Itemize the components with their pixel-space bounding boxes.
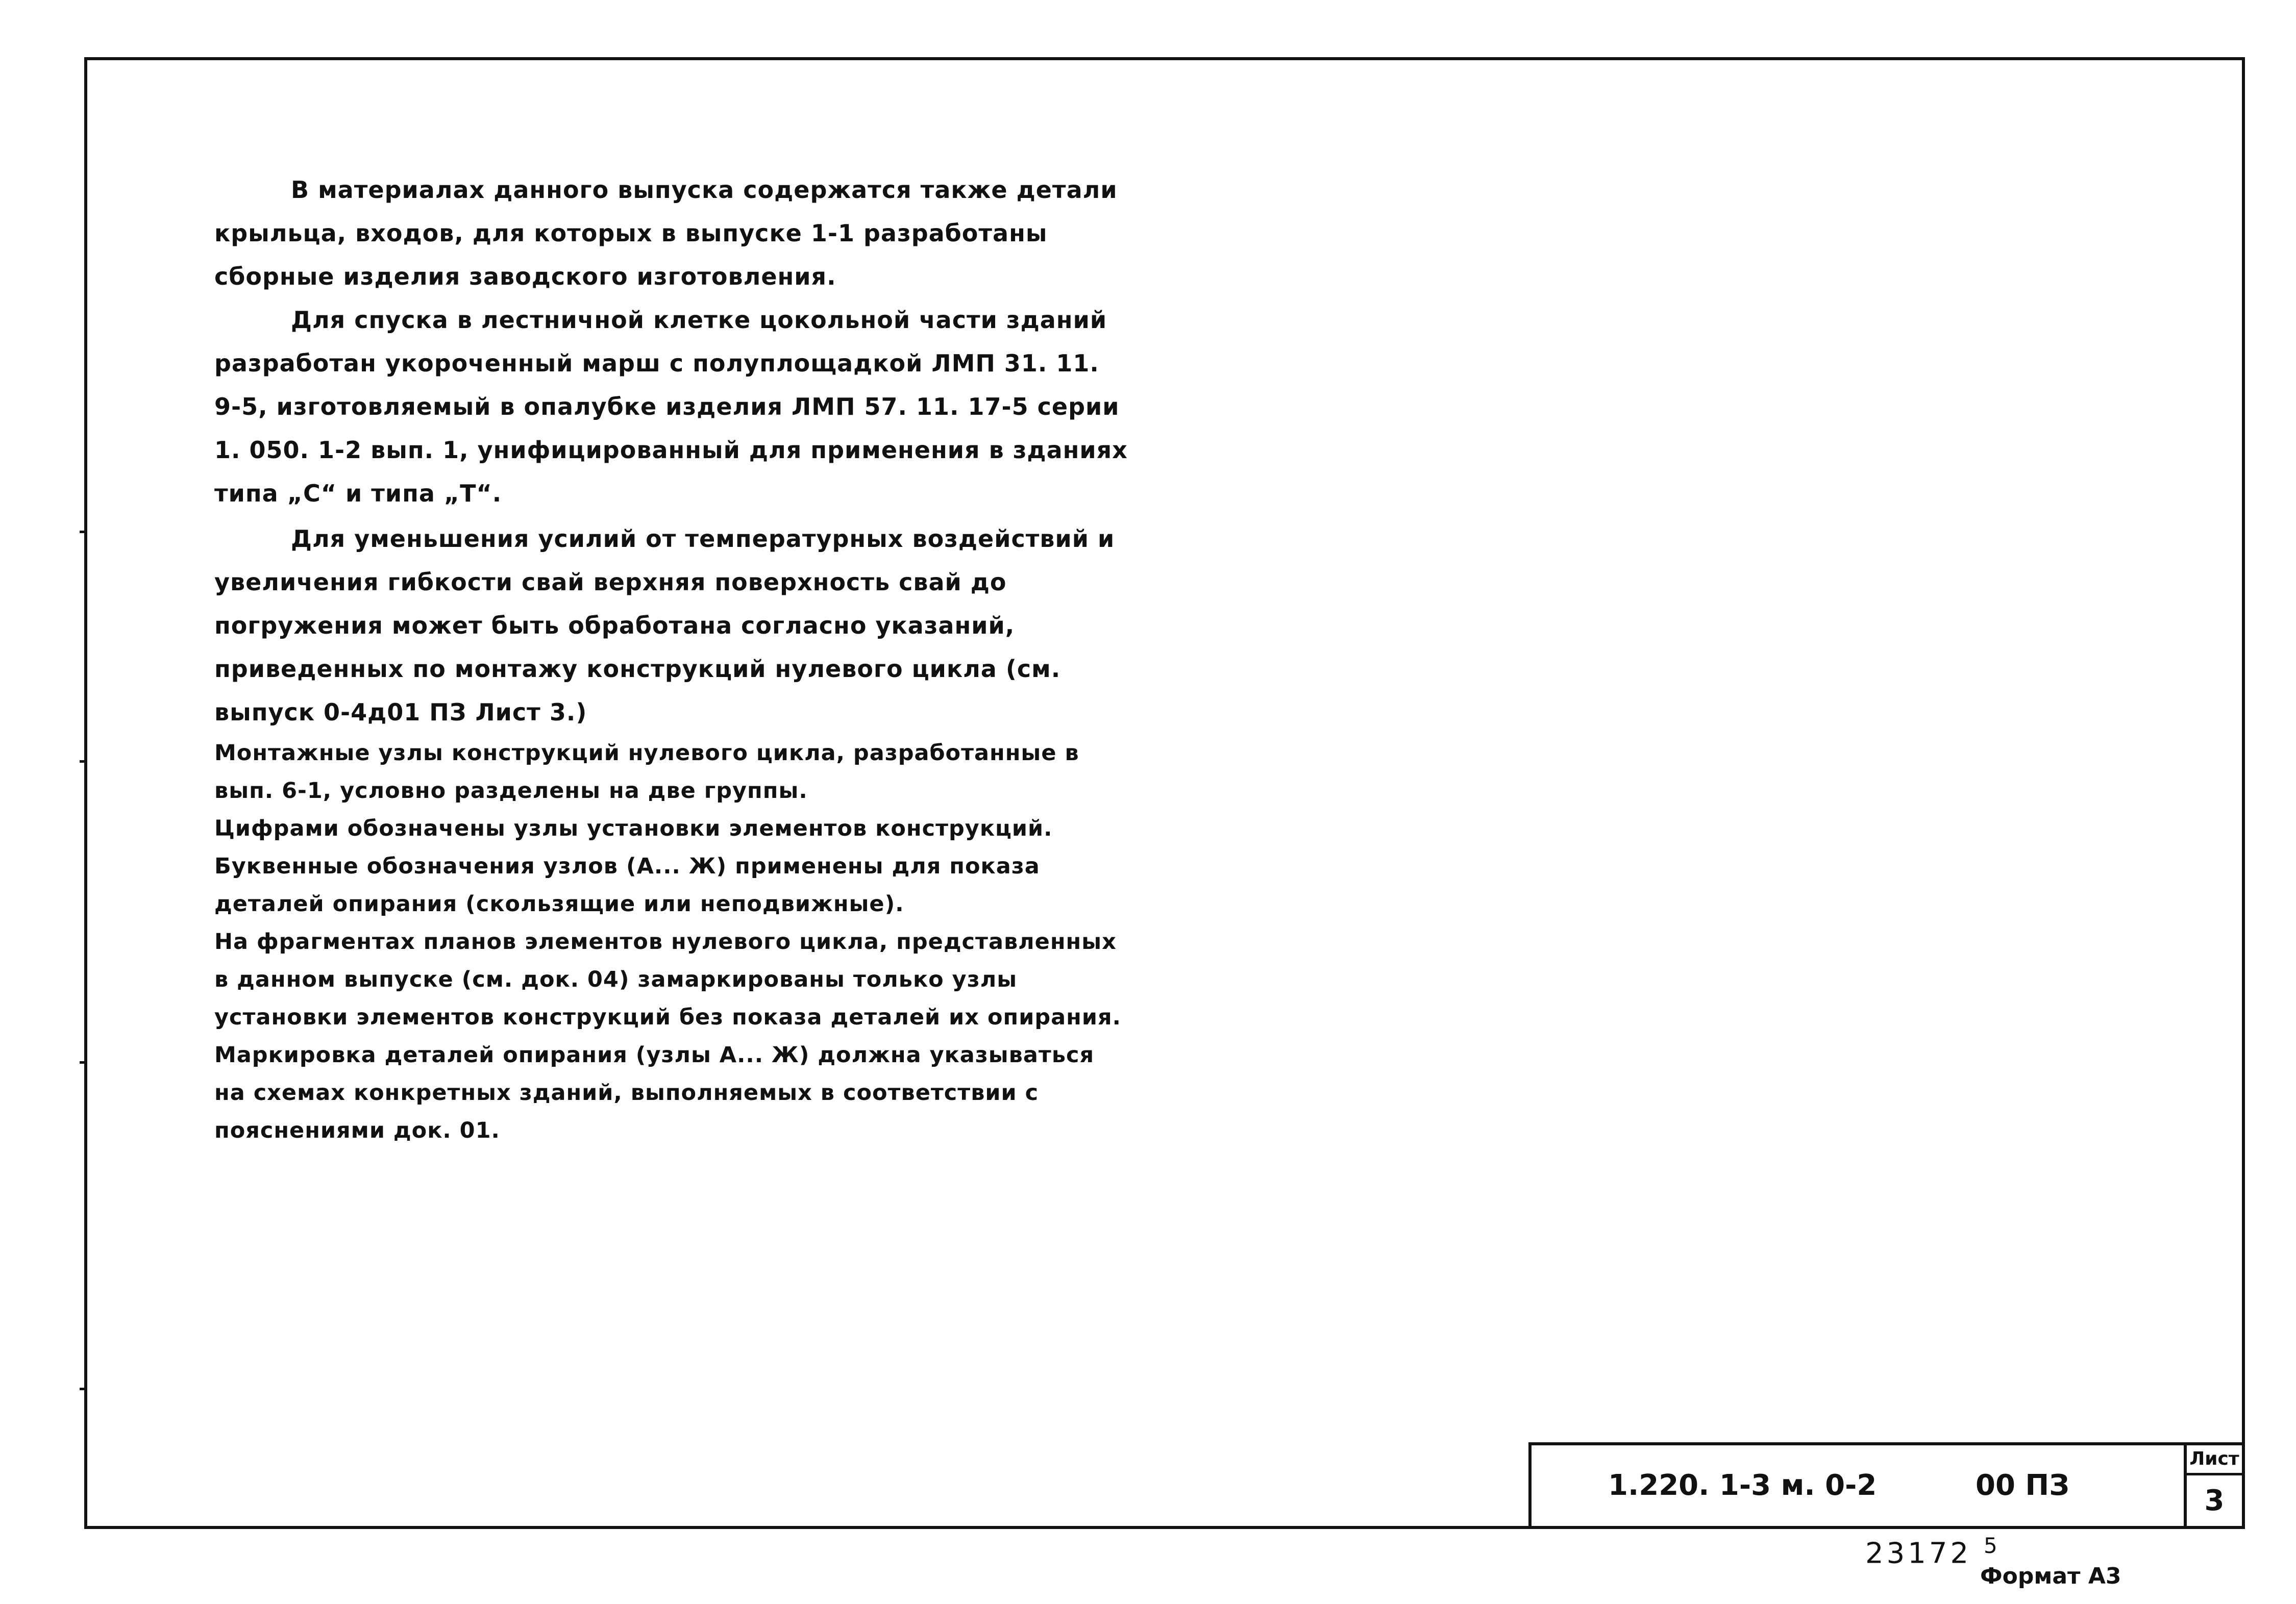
document-code: 1.220. 1-3 м. 0-2	[1608, 1469, 1877, 1502]
fold-mark	[80, 1061, 87, 1064]
paragraph: Монтажные узлы конструкций нулевого цикла, разработанные в вып. 6-1, условно разделены на две группы.	[214, 740, 1079, 804]
explanatory-note-text	[214, 168, 1133, 1149]
inventory-number-suffix: 5	[1983, 1533, 1997, 1558]
sheet-box	[2184, 1445, 2242, 1526]
paragraph: Цифрами обозначены узлы установки элементов конструкций.	[214, 816, 1053, 841]
paragraph: Буквенные обозначения узлов (А... Ж) применены для показа деталей опирания (скользящие или неподвижные).	[214, 854, 1040, 917]
paragraph: Для спуска в лестничной клетке цокольной части зданий разработан укороченный марш с полуплощадкой ЛМП 31. 11. 9-5, изготовляемый в опалубке изделия ЛМП 57. 11. 17-5 серии 1. 050. 1-2 вып. 1, унифицированный для применения в зданиях типа „С“ и типа „Т“.	[214, 306, 1128, 507]
paper-format: Формат А3	[1980, 1563, 2121, 1589]
inventory-number-main: 23172	[1865, 1537, 1972, 1570]
sheet-label: Лист	[2187, 1445, 2242, 1475]
paragraph: В материалах данного выпуска содержатся также детали крыльца, входов, для которых в выпуске 1-1 разработаны сборные изделия заводского изготовления.	[214, 176, 1118, 290]
paragraph: Для уменьшения усилий от температурных воздействий и увеличения гибкости свай верхняя поверхность свай до погружения может быть обработана согласно указаний, приведенных по монтажу конструкций нулевого цикла (см. выпуск 0-4д01 ПЗ Лист 3.)	[214, 525, 1115, 726]
frame-right-border	[2242, 57, 2245, 1529]
frame-left-border	[84, 57, 87, 1529]
document-type: 00 ПЗ	[1976, 1469, 2070, 1502]
fold-mark	[80, 760, 87, 763]
frame-top-border	[84, 57, 2242, 60]
sheet-number: 3	[2204, 1484, 2225, 1517]
paragraph: На фрагментах планов элементов нулевого цикла, представленных в данном выпуске (см. док. 04) замаркированы только узлы установки элементов конструкций без показа деталей их опирания.	[214, 929, 1121, 1030]
title-block	[1528, 1442, 2242, 1526]
fold-mark	[80, 531, 87, 533]
inventory-number	[1865, 1528, 1997, 1572]
fold-mark	[80, 1388, 87, 1390]
paragraph: Маркировка деталей опирания (узлы А... Ж) должна указываться на схемах конкретных зданий, выполняемых в соответствии с пояснениями док. 01.	[214, 1042, 1095, 1143]
